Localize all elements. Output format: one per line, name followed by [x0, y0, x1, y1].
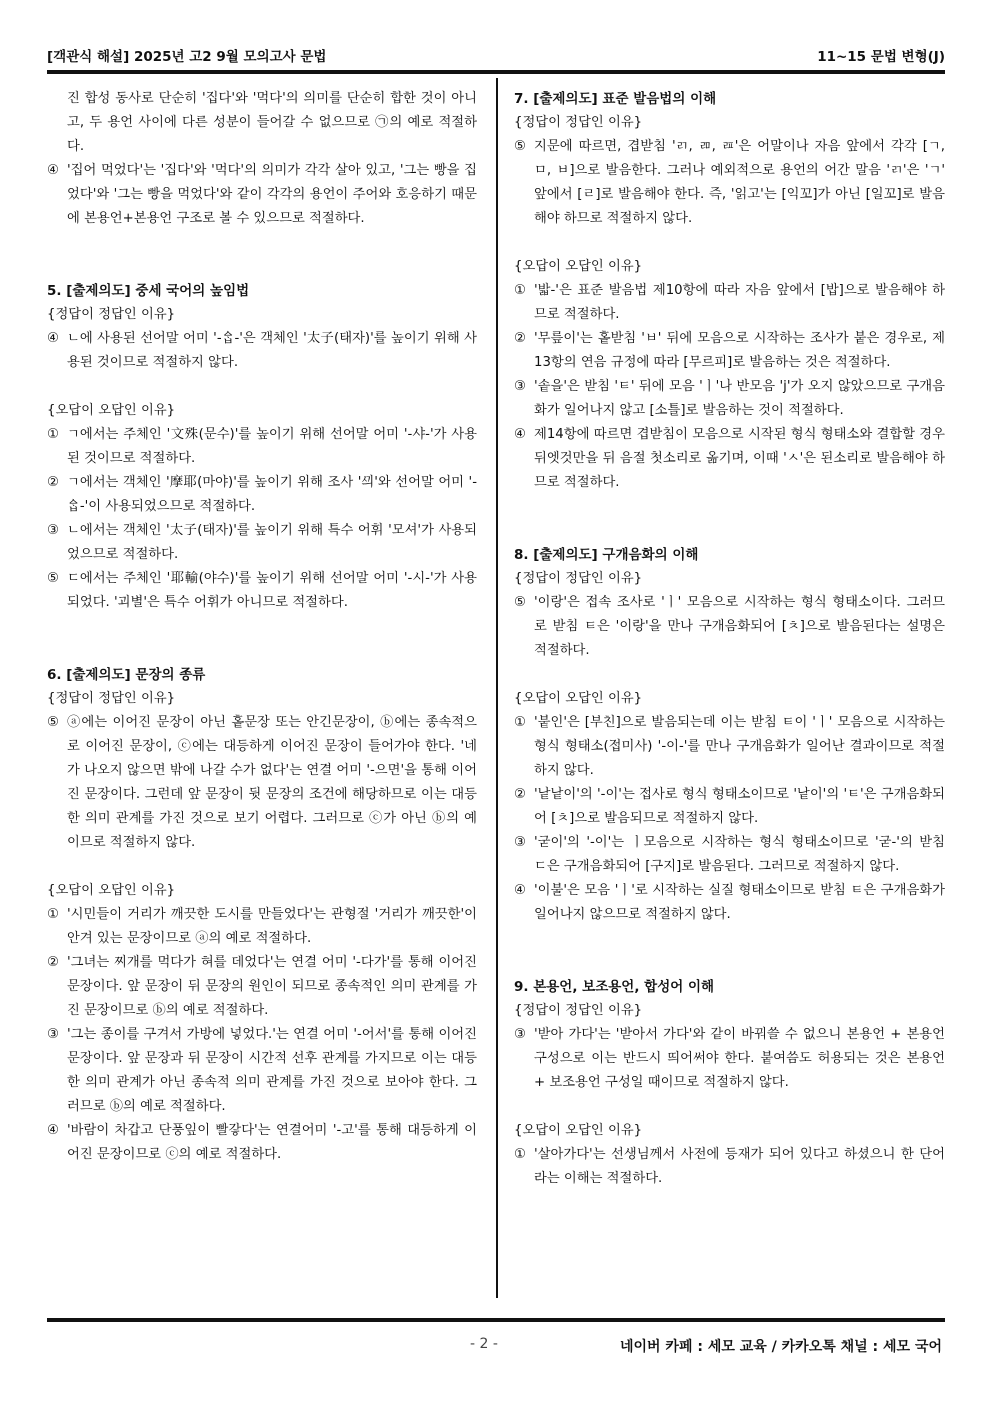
list-item: [514, 135, 945, 231]
list-item: [47, 159, 477, 231]
item-number: ⑤: [47, 715, 59, 730]
item-text: '바람이 차갑고 단풍잎이 빨갛다'는 연결어미 '-고'를 통해 대등하게 이어진 문장이므로 ⓒ의 예로 적절하다.: [67, 1123, 477, 1162]
item-number: ⑤: [514, 595, 526, 610]
item-number: ④: [514, 883, 526, 898]
list-item: [514, 1023, 945, 1095]
correct-label: {정답이 정답인 이유}: [47, 691, 176, 706]
item-number: ③: [514, 1027, 526, 1042]
item-text: '이랑'은 접속 조사로 'ㅣ' 모음으로 시작하는 형식 형태소이다. 그러므로 받침 ㅌ은 '이랑'을 만나 구개음화되어 [ㅊ]으로 발음된다는 설명은 적절하다.: [534, 595, 945, 658]
item-text: '솥을'은 받침 'ㅌ' 뒤에 모음 'ㅣ'나 반모음 'j'가 오지 않았으므로 구개음화가 일어나지 않고 [소틀]로 발음하는 것이 적절하다.: [534, 379, 945, 418]
list-item: [514, 327, 945, 375]
item-number: ③: [47, 1027, 59, 1042]
item-number: ②: [514, 787, 526, 802]
wrong-label: {오답이 오답인 이유}: [47, 403, 176, 418]
item-number: ④: [47, 163, 59, 178]
list-item: [514, 831, 945, 879]
column-divider: [496, 78, 498, 1298]
item-text: '집어 먹었다'는 '집다'와 '먹다'의 의미가 각각 살아 있고, '그는 빵을 집었다'와 '그는 빵을 먹었다'와 같이 각각의 용언이 주어와 호응하기 때문에 본용언+본용언 구조로 볼 수 있으므로 적절하다.: [67, 163, 477, 226]
item-number: ⑤: [514, 139, 526, 154]
list-item: [47, 903, 477, 951]
list-item: [47, 327, 477, 375]
item-number: ③: [514, 835, 526, 850]
list-item: [514, 1143, 945, 1191]
item-number: ①: [514, 715, 526, 730]
item-text: '이불'은 모음 'ㅣ'로 시작하는 실질 형태소이므로 받침 ㅌ은 구개음화가 일어나지 않으므로 적절하지 않다.: [534, 883, 945, 922]
section-title: 8. [출제의도] 구개음화의 이해: [514, 547, 699, 563]
list-item: [514, 879, 945, 927]
item-text: '살아가다'는 선생님께서 사전에 등재가 되어 있다고 하셨으니 한 단어라는 이해는 적절하다.: [534, 1147, 945, 1186]
list-item: [47, 519, 477, 567]
item-text: ㄷ에서는 주체인 '耶輸(야수)'를 높이기 위해 선어말 어미 '-시-'가 사용되었다. '괴별'은 특수 어휘가 아니므로 적절하다.: [67, 571, 477, 610]
footer-rule: [47, 1318, 945, 1322]
item-number: ①: [47, 907, 59, 922]
list-item: [514, 711, 945, 783]
item-text: '시민들이 거리가 깨끗한 도시를 만들었다'는 관형절 '거리가 깨끗한'이 안겨 있는 문장이므로 ⓐ의 예로 적절하다.: [67, 907, 477, 946]
item-text: ㄴ에서는 객체인 '太子(태자)'를 높이기 위해 특수 어휘 '모셔'가 사용되었으므로 적절하다.: [67, 523, 477, 562]
list-item: [514, 279, 945, 327]
item-number: ①: [47, 427, 59, 442]
section-5: [47, 279, 477, 615]
item-text: ⓐ에는 이어진 문장이 아닌 홑문장 또는 안긴문장이, ⓑ에는 종속적으로 이어진 문장이, ⓒ에는 대등하게 이어진 문장이 들어가야 한다. '네가 나오지 않으면 밖에 나갈 수가 없다'는 연결 어미 '-으면'을 통해 이어진 문장이다. 그런데 앞 문장이 뒷 문장의 조건에 해당하므로 이는 대등한 의미 관계를 가진 것으로 보기 어렵다. 그러므로 ⓒ가 아닌 ⓑ의 예이므로 적절하지 않다.: [67, 715, 477, 850]
section-9: [514, 975, 945, 1191]
item-text: 지문에 따르면, 겹받침 'ㄺ, ㄻ, ㄿ'은 어말이나 자음 앞에서 각각 [ㄱ, ㅁ, ㅂ]으로 발음한다. 그러나 예외적으로 용언의 어간 말음 'ㄺ'은 'ㄱ' 앞에서 [ㄹ]로 발음해야 한다. 즉, '읽고'는 [익꼬]가 아닌 [일꼬]로 발음해야 하므로 적절하지 않다.: [534, 139, 945, 226]
list-item: [514, 783, 945, 831]
list-item: [514, 375, 945, 423]
item-text: ㄱ에서는 주체인 '文殊(문수)'를 높이기 위해 선어말 어미 '-샤-'가 사용된 것이므로 적절하다.: [67, 427, 477, 466]
section-title: 7. [출제의도] 표준 발음법의 이해: [514, 91, 717, 107]
page-header: [47, 44, 945, 66]
item-number: ②: [47, 475, 59, 490]
item-text: 제14항에 따르면 겹받침이 모음으로 시작된 형식 형태소와 결합할 경우 뒤엣것만을 뒤 음절 첫소리로 옮기며, 이때 'ㅅ'은 된소리로 발음해야 하므로 적절하다.: [534, 427, 945, 490]
item-number: ③: [47, 523, 59, 538]
wrong-label: {오답이 오답인 이유}: [514, 259, 643, 274]
footer-contact: 네이버 카페 : 세모 교육 / 카카오톡 채널 : 세모 국어: [619, 1339, 942, 1355]
list-item: [47, 1023, 477, 1119]
list-item: [47, 471, 477, 519]
item-number: ④: [514, 427, 526, 442]
list-item: [47, 951, 477, 1023]
list-item: [47, 1119, 477, 1167]
header-section: 11~15 문법 변형(J): [817, 49, 945, 65]
wrong-label: {오답이 오답인 이유}: [47, 883, 176, 898]
item-number: ④: [47, 331, 59, 346]
continued-text: 진 합성 동사로 단순히 '집다'와 '먹다'의 의미를 단순히 합한 것이 아니고, 두 용언 사이에 다른 성분이 들어갈 수 없으므로 ㉠의 예로 적절하다.: [67, 91, 477, 154]
item-number: ②: [47, 955, 59, 970]
section-title: 5. [출제의도] 중세 국어의 높임법: [47, 283, 250, 299]
list-item: [514, 591, 945, 663]
section-6: [47, 663, 477, 1167]
list-item: [47, 711, 477, 855]
right-column: [514, 87, 945, 1191]
item-text: ㄴ에 사용된 선어말 어미 '-ᅀᆞᆸ-'은 객체인 '太子(태자)'를 높이기 위해 사용된 것이므로 적절하지 않다.: [67, 331, 477, 370]
item-text: '낱낱이'의 '-이'는 접사로 형식 형태소이므로 '낱이'의 'ㅌ'은 구개음화되어 [ㅊ]으로 발음되므로 적절하지 않다.: [534, 787, 945, 826]
item-text: ㄱ에서는 객체인 '摩耶(마야)'를 높이기 위해 조사 'ᄭᅴ'와 선어말 어미 '-ᅀᆞᆸ-'이 사용되었으므로 적절하다.: [67, 475, 477, 514]
list-item: [47, 567, 477, 615]
item-number: ②: [514, 331, 526, 346]
list-item: [514, 423, 945, 495]
correct-label: {정답이 정답인 이유}: [514, 115, 643, 130]
item-number: ①: [514, 283, 526, 298]
correct-label: {정답이 정답인 이유}: [514, 571, 643, 586]
correct-label: {정답이 정답인 이유}: [514, 1003, 643, 1018]
item-text: '붙인'은 [부친]으로 발음되는데 이는 받침 ㅌ이 'ㅣ' 모음으로 시작하는 형식 형태소(접미사) '-이-'를 만나 구개음화가 일어난 결과이므로 적절하지 않다.: [534, 715, 945, 778]
item-text: '그는 종이를 구겨서 가방에 넣었다.'는 연결 어미 '-어서'를 통해 이어진 문장이다. 앞 문장과 뒤 문장이 시간적 선후 관계를 가지므로 이는 대등한 의미 관계가 아닌 종속적 의미 관계를 가진 것으로 보아야 한다. 그러므로 ⓑ의 예로 적절하다.: [67, 1027, 477, 1114]
item-text: '받아 가다'는 '받아서 가다'와 같이 바꿔쓸 수 없으니 본용언 + 본용언 구성으로 이는 반드시 띄어써야 한다. 붙여씀도 허용되는 것은 본용언 + 보조용언 구성일 때이므로 적절하지 않다.: [534, 1027, 945, 1090]
item-number: ①: [514, 1147, 526, 1162]
section-7: [514, 87, 945, 495]
left-column: [47, 87, 477, 1167]
wrong-label: {오답이 오답인 이유}: [514, 691, 643, 706]
item-text: '무릎이'는 홑받침 'ㅂ' 뒤에 모음으로 시작하는 조사가 붙은 경우로, 제13항의 연음 규정에 따라 [무르피]로 발음하는 것은 적절하다.: [534, 331, 945, 370]
item-text: '그녀는 찌개를 먹다가 혀를 데었다'는 연결 어미 '-다가'를 통해 이어진 문장이다. 앞 문장이 뒤 문장의 원인이 되므로 종속적인 의미 관계를 가진 문장이므로 ⓑ의 예로 적절하다.: [67, 955, 477, 1018]
item-number: ④: [47, 1123, 59, 1138]
wrong-label: {오답이 오답인 이유}: [514, 1123, 643, 1138]
page-number: - 2 -: [470, 1336, 498, 1352]
section-8: [514, 543, 945, 927]
header-title: [객관식 해설] 2025년 고2 9월 모의고사 문법: [47, 49, 327, 65]
section-title: 9. 본용언, 보조용언, 합성어 이해: [514, 979, 715, 995]
list-item: [47, 423, 477, 471]
item-text: '밟-'은 표준 발음법 제10항에 따라 자음 앞에서 [밥]으로 발음해야 하므로 적절하다.: [534, 283, 945, 322]
item-number: ③: [514, 379, 526, 394]
header-rule: [47, 70, 945, 74]
correct-label: {정답이 정답인 이유}: [47, 307, 176, 322]
item-text: '굳이'의 '-이'는 ㅣ모음으로 시작하는 형식 형태소이므로 '굳-'의 받침 ㄷ은 구개음화되어 [구지]로 발음된다. 그러므로 적절하지 않다.: [534, 835, 945, 874]
item-number: ⑤: [47, 571, 59, 586]
section-title: 6. [출제의도] 문장의 종류: [47, 667, 206, 683]
